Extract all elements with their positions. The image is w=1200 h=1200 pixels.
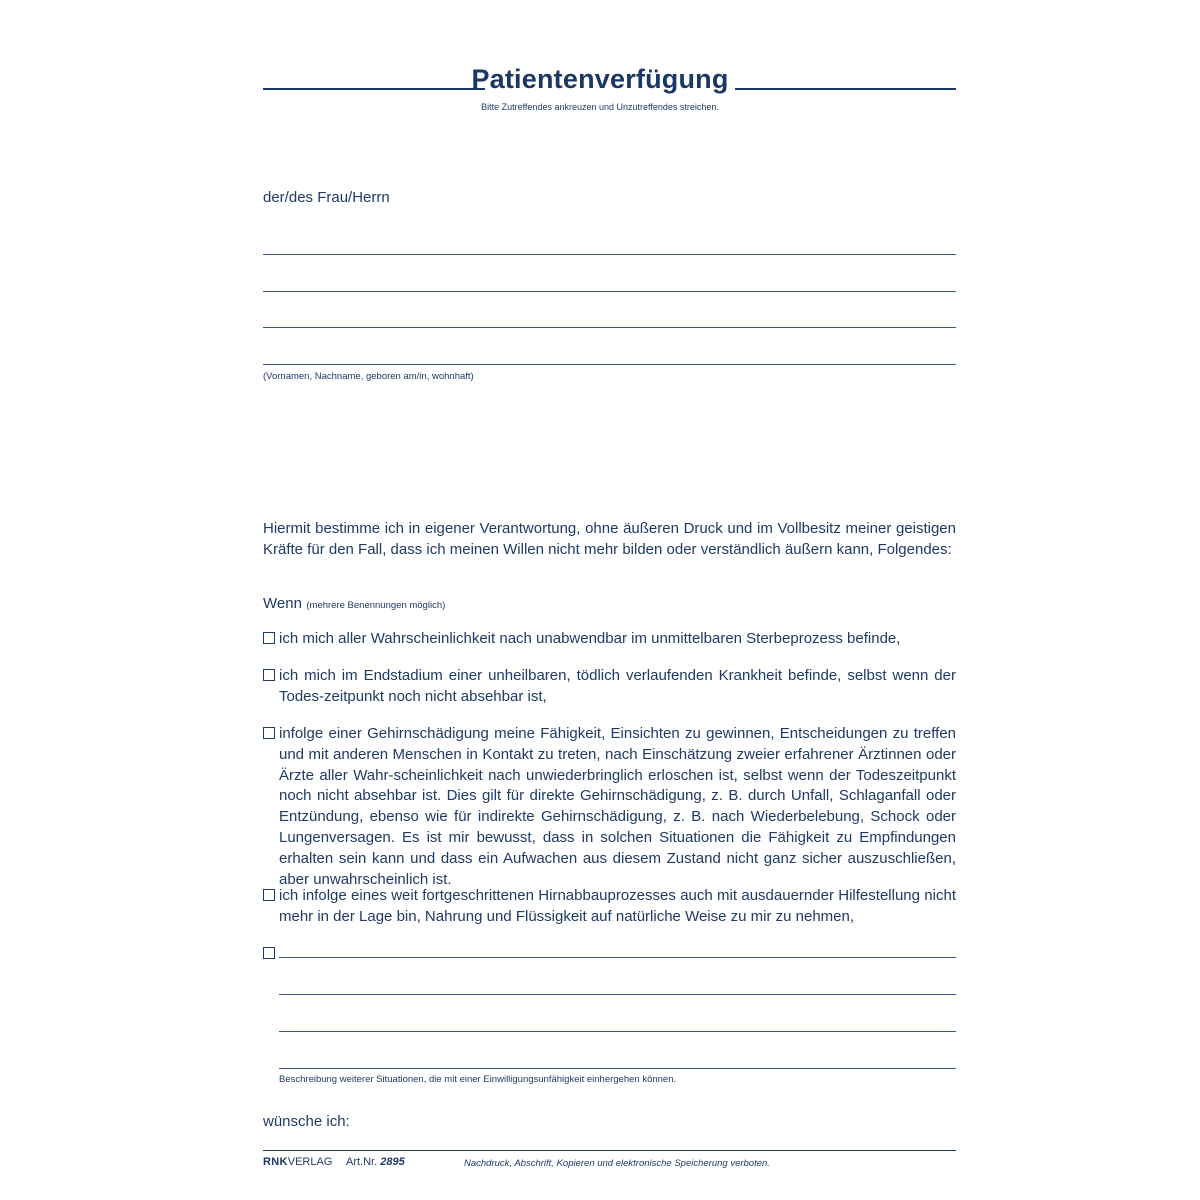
condition-checkbox-1[interactable] — [263, 632, 275, 644]
other-line-1[interactable] — [279, 957, 956, 958]
condition-text-1: ich mich aller Wahrscheinlichkeit nach unabwendbar im unmittelbaren Sterbeprozess befinde, — [279, 630, 901, 647]
footer-brand — [263, 1156, 332, 1168]
conditions-lead — [263, 595, 445, 613]
condition-checkbox-3[interactable] — [263, 727, 275, 739]
condition-text-4: ich infolge eines weit fortgeschrittenen Hirnabbauprozesses auch mit ausdauernder Hilfestellung nicht mehr in der Lage bin, Nahrung und Flüssigkeit auf natürliche Weise zu mir zu nehmen, — [279, 887, 956, 925]
condition-text-3: infolge einer Gehirnschädigung meine Fähigkeit, Einsichten zu gewinnen, Entscheidungen zu treffen und mit anderen Menschen in Kontakt zu treten, nach Einschätzung zweier erfahrener Ärztinnen oder Ärzte aller Wahr-scheinlichkeit nach unwiederbringlich erloschen ist, selbst wenn der Todeszeitpunkt noch nicht absehbar ist. Dies gilt für direkte Gehirnschädigung, z. B. durch Unfall, Schlaganfall oder Entzündung, ebenso wie für indirekte Gehirnschädigung, z. B. nach Wiederbelebung, Schock oder Lungenversagen. Es ist mir bewusst, dass in solchen Situationen die Fähigkeit zu Empfindungen erhalten sein kann und dass ein Aufwachen aus diesem Zustand nicht ganz sicher auszuschließen, aber unwahrscheinlich ist. — [279, 725, 956, 888]
person-line-2[interactable] — [263, 291, 956, 292]
footer-article — [346, 1156, 405, 1168]
person-label: der/des Frau/Herrn — [263, 189, 390, 206]
brand-bold: RNK — [263, 1156, 288, 1168]
condition-checkbox-4[interactable] — [263, 889, 275, 901]
brand-rest: VERLAG — [287, 1156, 333, 1168]
page-subtitle: Bitte Zutreffendes ankreuzen und Unzutreffendes streichen. — [481, 102, 719, 112]
conditions-lead-text: Wenn — [263, 595, 302, 612]
wish-label: wünsche ich: — [263, 1113, 350, 1130]
condition-text-2: ich mich im Endstadium einer unheilbaren, tödlich verlaufenden Krankheit befinde, selbst wenn der Todes-zeitpunkt noch nicht absehbar ist, — [279, 667, 956, 705]
conditions-lead-note: (mehrere Benennungen möglich) — [306, 600, 446, 611]
page-title: Patientenverfügung — [471, 64, 729, 94]
person-caption: (Vornamen, Nachname, geboren am/in, wohnhaft) — [263, 371, 474, 382]
person-line-3[interactable] — [263, 327, 956, 328]
condition-checkbox-other[interactable] — [263, 947, 275, 959]
other-line-2[interactable] — [279, 994, 956, 995]
other-line-4[interactable] — [279, 1068, 956, 1069]
article-label: Art.Nr. — [346, 1156, 378, 1168]
other-line-3[interactable] — [279, 1031, 956, 1032]
person-line-4[interactable] — [263, 364, 956, 365]
other-caption: Beschreibung weiterer Situationen, die mit einer Einwilligungsunfähigkeit einhergehen können. — [279, 1074, 677, 1085]
footer-rule — [263, 1150, 956, 1151]
intro-paragraph: Hiermit bestimme ich in eigener Verantwortung, ohne äußeren Druck und im Vollbesitz meiner geistigen Kräfte für den Fall, dass ich meinen Willen nicht mehr bilden oder verständlich äußern kann, Folgendes: — [263, 520, 956, 558]
condition-checkbox-2[interactable] — [263, 669, 275, 681]
article-number: 2895 — [380, 1156, 405, 1168]
person-line-1[interactable] — [263, 254, 956, 255]
footer-notice: Nachdruck, Abschrift, Kopieren und elektronische Speicherung verboten. — [464, 1158, 770, 1169]
